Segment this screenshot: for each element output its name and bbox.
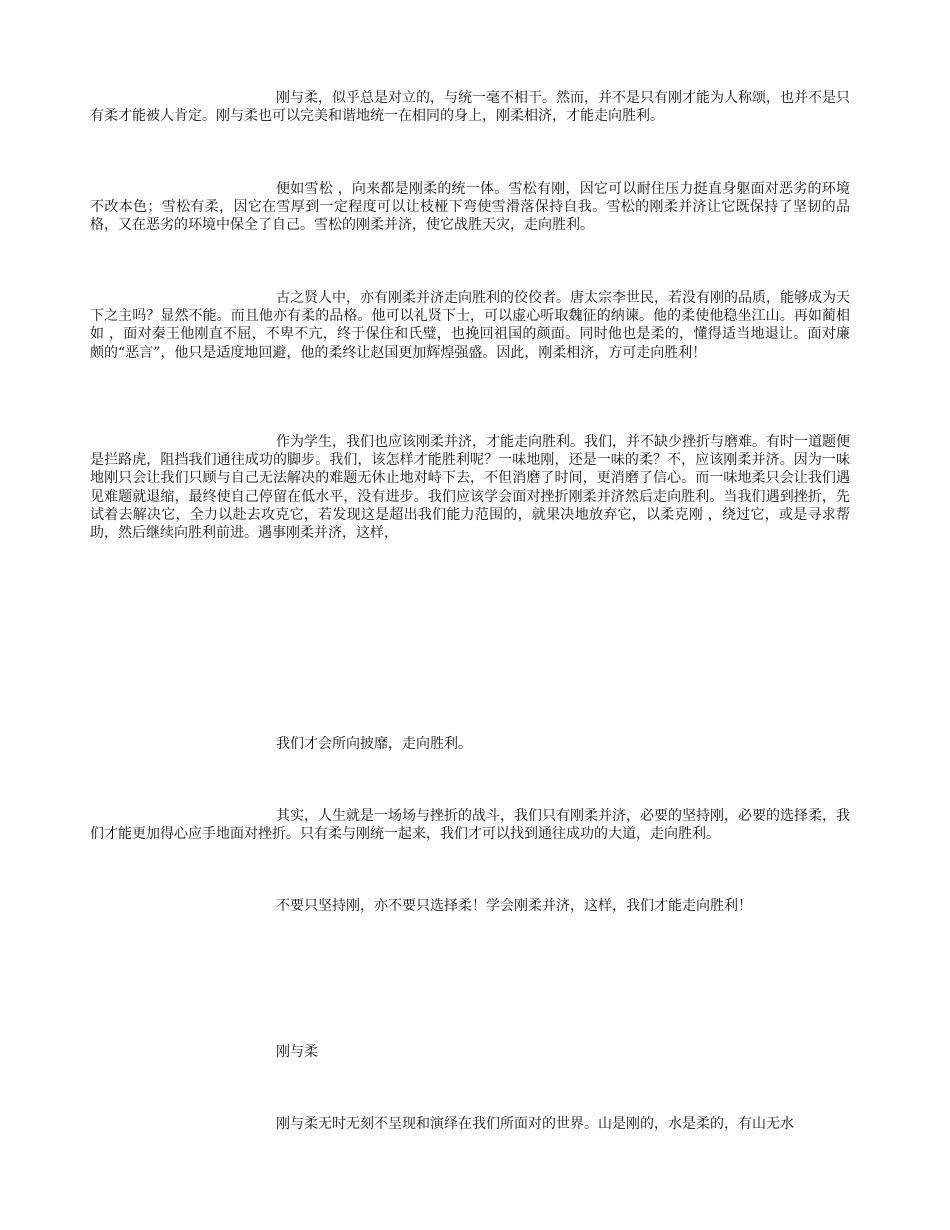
paragraph-conclusion: 不要只坚持刚，亦不要只选择柔！学会刚柔并济，这样，我们才能走向胜利！: [276, 898, 752, 914]
paragraph-intro: 刚与柔，似乎总是对立的，与统一毫不相干。然而，并不是只有刚才能为人称颂，也并不是只有柔才能被人肯定。刚与柔也可以完美和谐地统一在相同的身上，刚柔相济，才能走向胜利。: [90, 90, 850, 125]
paragraph-next-essay: 刚与柔无时无刻不呈现和演绎在我们所面对的世界。山是刚的，水是柔的，有山无水: [276, 1116, 794, 1132]
section-title: 刚与柔: [276, 1044, 318, 1060]
paragraph-continuation: 我们才会所向披靡，走向胜利。: [276, 736, 472, 752]
paragraph-ancient-sages: 古之贤人中，亦有刚柔并济走向胜利的佼佼者。唐太宗李世民，若没有刚的品质，能够成为天下之主吗？显然不能。而且他亦有柔的品格。他可以礼贤下士，可以虚心听取魏征的纳谏。他的柔使他稳坐江山。再如蔺相如 ，面对秦王他刚直不屈，不卑不亢，终于保住和氏璧，也挽回祖国的颜面。同时他也是柔的，懂得适当地退让。面对廉颇的“恶言”，他只是适度地回避，他的柔终让赵国更加辉煌强盛。因此，刚柔相济，方可走向胜利！: [90, 290, 850, 361]
paragraph-students: 作为学生，我们也应该刚柔并济，才能走向胜利。我们，并不缺少挫折与磨难。有时一道题便是拦路虎，阻挡我们通往成功的脚步。我们，该怎样才能胜利呢？一味地刚，还是一味的柔？不，应该刚柔并济。因为一味地刚只会让我们只顾与自己无法解决的难题无休止地对峙下去，不但消磨了时间，更消磨了信心。而一味地柔只会让我们遇见难题就退缩，最终使自己停留在低水平，没有进步。我们应该学会面对挫折刚柔并济然后走向胜利。当我们遇到挫折，先试着去解决它，全力以赴去攻克它，若发现这是超出我们能力范围的，就果决地放弃它，以柔克刚 ，绕过它，或是寻求帮助，然后继续向胜利前进。遇事刚柔并济，这样，: [90, 434, 850, 542]
paragraph-life: 其实，人生就是一场场与挫折的战斗，我们只有刚柔并济，必要的坚持刚，必要的选择柔，我们才能更加得心应手地面对挫折。只有柔与刚统一起来，我们才可以找到通往成功的大道，走向胜利。: [90, 808, 850, 843]
paragraph-snow-pine: 便如雪松 ，向来都是刚柔的统一体。雪松有刚，因它可以耐住压力挺直身躯面对恶劣的环境不改本色；雪松有柔，因它在雪厚到一定程度可以让枝桠下弯使雪滑落保持自我。雪松的刚柔并济让它既保持了坚韧的品格，又在恶劣的环境中保全了自己。雪松的刚柔并济，使它战胜天灾，走向胜利。: [90, 181, 850, 234]
